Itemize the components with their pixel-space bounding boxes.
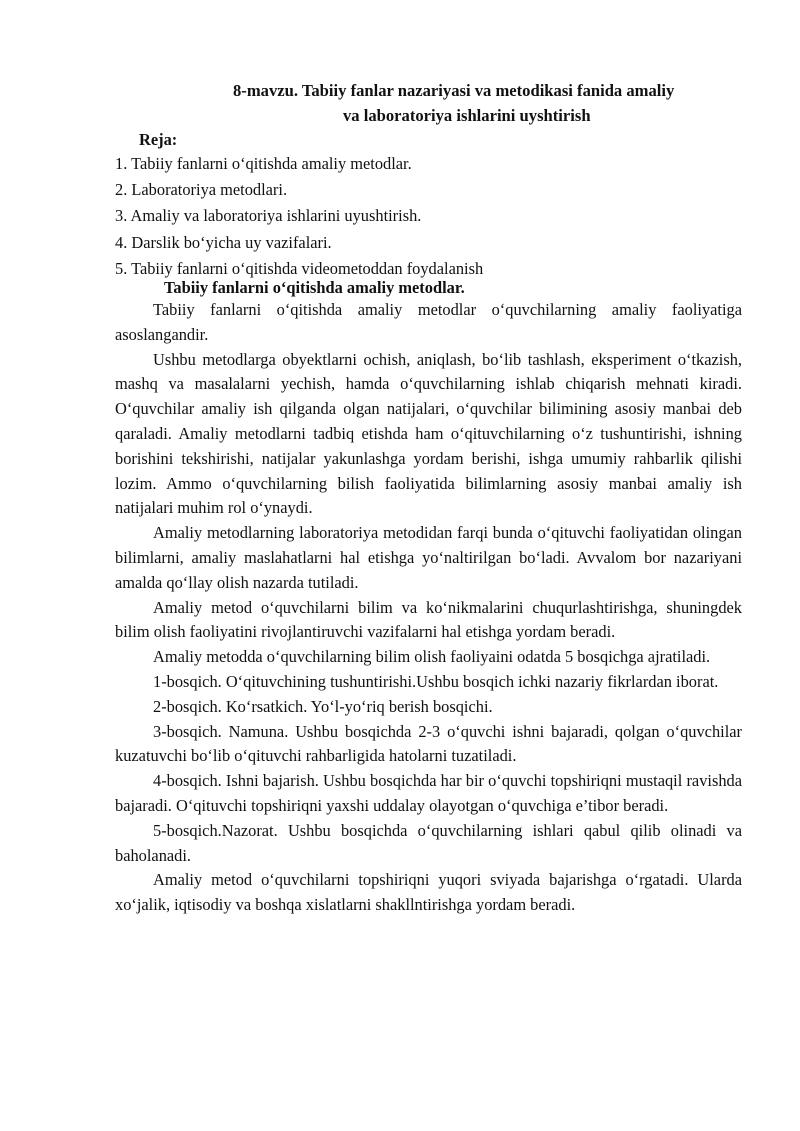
title-line-1: 8-mavzu. Tabiiy fanlar nazariyasi va metodikasi fanida amaliy — [233, 81, 675, 100]
plan-item: 4. Darslik bo‘yicha uy vazifalari. — [115, 232, 332, 252]
paragraph: Ushbu metodlarga obyektlarni ochish, aniqlash, bo‘lib tashlash, eksperiment o‘tkazish, mashq va masalalarni yechish, hamda o‘quvchilarning ishlab chiqarish mehnati kiradi. O‘quvchilar amaliy ish qilganda olgan natijalari, o‘quvchilar bilimining asosiy manbai deb qaraladi. Amaliy metodlarni tadbiq etishda ham o‘qituvchilarning o‘z tushuntirishi, ishning borishini tekshirishi, natijalar yakunlashga yordam berishi, ishga umumiy rahbarlik qilishi lozim. Ammo o‘quvchilarning bilish faoliyatida bilimlarning asosiy manbai amaliy ish natijalari muhim rol o‘ynaydi. — [115, 349, 742, 518]
paragraph: 1-bosqich. O‘qituvchining tushuntirishi.Ushbu bosqich ichki nazariy fikrlardan iborat. — [153, 671, 719, 691]
page-title — [115, 78, 735, 128]
paragraph: 5-bosqich.Nazorat. Ushbu bosqichda o‘quvchilarning ishlari qabul qilib olinadi va baholanadi. — [115, 820, 742, 865]
section-heading: Tabiiy fanlarni o‘qitishda amaliy metodlar. — [164, 278, 465, 297]
plan-heading: Reja: — [139, 130, 178, 149]
paragraph: Amaliy metod o‘quvchilarni bilim va ko‘nikmalarini chuqurlashtirishga, shuningdek bilim olish faoliyatini rivojlantiruvchi vazifalarni hal etishga yordam beradi. — [115, 597, 742, 642]
plan-item: 3. Amaliy va laboratoriya ishlarini uyushtirish. — [115, 206, 422, 226]
paragraph: 2-bosqich. Ko‘rsatkich. Yo‘l-yo‘riq berish bosqichi. — [153, 696, 493, 716]
plan-item: 1. Tabiiy fanlarni o‘qitishda amaliy metodlar. — [115, 154, 412, 173]
plan-item: 2. Laboratoriya metodlari. — [115, 180, 288, 200]
paragraph: Amaliy metodlarning laboratoriya metodidan farqi bunda o‘qituvchi faoliyatidan olingan bilimlarni, amaliy maslahatlarni hal etishga yo‘naltirilgan bo‘ladi. Avvalom bor nazariyani amalda qo‘llay olish nazarda tutiladi. — [115, 523, 742, 592]
paragraph: Amaliy metod o‘quvchilarni topshiriqni yuqori sviyada bajarishga o‘rgatadi. Ularda xo‘jalik, iqtisodiy va boshqa xislatlarni shakllntirishga yordam beradi. — [115, 870, 742, 915]
body-text — [115, 298, 742, 918]
paragraph: Amaliy metodda o‘quvchilarning bilim olish faoliyaini odatda 5 bosqichga ajratiladi. — [153, 647, 711, 667]
plan-list — [115, 151, 755, 282]
paragraph: 4-bosqich. Ishni bajarish. Ushbu bosqichda har bir o‘quvchi topshiriqni mustaqil ravishda bajaradi. O‘qituvchi topshiriqni yaxshi uddalay olayotgan o‘quvchiga e’tibor beradi. — [115, 771, 742, 815]
plan-item: 5. Tabiiy fanlarni o‘qitishda videometoddan foydalanish — [115, 258, 484, 278]
paragraph: 3-bosqich. Namuna. Ushbu bosqichda 2-3 o‘quvchi ishni bajaradi, qolgan o‘quvchilar kuzatuvchi bo‘lib o‘qituvchi rahbarligida hatolarni tuzatiladi. — [115, 721, 742, 766]
title-line-2: va laboratoriya ishlarini uyshtirish — [343, 106, 591, 125]
paragraph: Tabiiy fanlarni o‘qitishda amaliy metodlar o‘quvchilarning amaliy faoliyatiga asoslangandir. — [115, 300, 742, 344]
